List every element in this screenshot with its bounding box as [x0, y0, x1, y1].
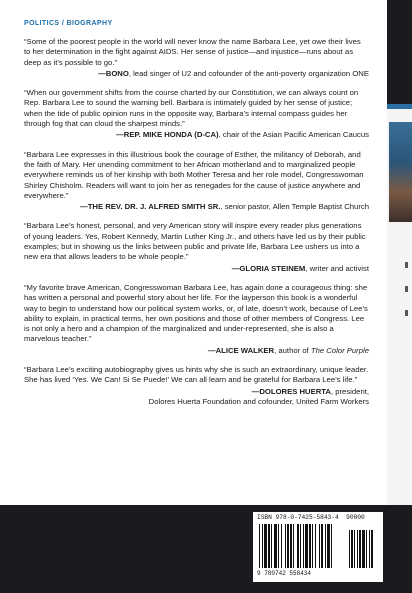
dash: —	[98, 68, 106, 78]
barcode-bar	[285, 524, 286, 568]
quote-text: “Barbara Lee’s exciting autobiography gives us hints why she is such an extraordinary, unique leader. She has lived ‘Yes. We Can! Si Se Puede!’ We can all learn and be grateful for Barbara Lee’s life.”	[24, 365, 369, 385]
barcode-bar	[315, 524, 316, 568]
author-name: GLORIA STEINEM	[239, 263, 306, 273]
barcode-bar	[262, 524, 263, 568]
barcode-digits: 9 780742 558434	[257, 570, 312, 577]
author-role-continued: Dolores Huerta Foundation and cofounder, United Farm Workers	[148, 396, 369, 406]
author-role: , lead singer of U2 and cofounder of the anti-poverty organization ONE	[128, 68, 369, 78]
quote-text: “When our government shifts from the course charted by our Constitution, we can always count on Rep. Barbara Lee to sound the warning bell. Barbara is intimately guided by her sense of justice; when the tide of public opinion runs in the opposite way, Barbara’s internal compass guides her through fog that can cloud the sharpest minds.”	[24, 88, 359, 129]
quote-attribution	[24, 346, 369, 356]
quote-smith	[24, 150, 369, 213]
barcode-bar	[290, 524, 292, 568]
barcode-addon-bar	[371, 530, 373, 568]
quote-walker	[24, 283, 369, 356]
barcode-bar	[268, 524, 270, 568]
barcode-bar	[331, 524, 332, 568]
spine-mark	[405, 262, 408, 268]
spine-photo	[389, 122, 412, 222]
author-name: THE REV. DR. J. ALFRED SMITH SR.	[87, 202, 221, 212]
barcode-addon-bar	[362, 530, 365, 568]
book-title: The Color Purple	[310, 345, 369, 355]
quote-huerta	[24, 365, 369, 407]
isbn-number: ISBN 978-0-7425-5843-4	[257, 514, 339, 521]
spine-accent-bar	[387, 104, 412, 109]
barcode-addon-bar	[359, 530, 361, 568]
spine-strip	[387, 0, 412, 593]
barcode-addon-bar	[349, 530, 350, 568]
author-name: REP. MIKE HONDA (D-CA)	[123, 130, 219, 140]
spine-dark-top	[387, 0, 412, 106]
quote-attribution	[24, 264, 369, 274]
quote-text: “My favorite brave American, Congresswoman Barbara Lee, has again done a courageous thing: she has written a personal and powerful story about her life. For the layperson this book is a wonderful way to begin to understand how our political system works, or, of late, doesn’t work, because of Lee’s ability to explain, in practical terms, her own positions and those of other members of Congress. Lee is not only a hero and a champion of the marginalized and under-represented, she is also a marvelous teacher.”	[24, 282, 368, 344]
barcode-addon-bar	[357, 530, 358, 568]
barcode-bar	[321, 524, 323, 568]
barcode-bar	[300, 524, 301, 568]
isbn-label	[257, 514, 365, 521]
author-role: , author of	[274, 345, 311, 355]
quote-attribution	[24, 130, 369, 140]
author-role: , chair of the Asian Pacific American Caucus	[218, 130, 369, 140]
author-role: , senior pastor, Allen Temple Baptist Church	[220, 202, 369, 212]
spine-mark	[405, 286, 408, 292]
barcode-bar	[271, 524, 272, 568]
spine-dark-bottom	[387, 505, 412, 593]
barcode-addon-bar	[366, 530, 367, 568]
barcode-bar	[264, 524, 267, 568]
barcode-addon-bar	[351, 530, 353, 568]
barcode-bar	[312, 524, 313, 568]
endorsements	[24, 37, 369, 416]
barcode-bar	[287, 524, 289, 568]
dash: —	[251, 386, 260, 396]
author-name: ALICE WALKER	[215, 345, 275, 355]
barcode-bar	[319, 524, 320, 568]
dash: —	[80, 202, 88, 212]
barcode-bar	[305, 524, 308, 568]
barcode-box	[253, 512, 383, 582]
dash: —	[207, 345, 216, 355]
quote-text: “Barbara Lee’s honest, personal, and very American story will inspire every reader plus generations of young leaders. Yes, Robert Kennedy, Martin Luther King Jr., and others have led us by their public examples; but in showing us the links between public and private life, Barbara Lee ushers us into a new era that allows leaders to be whole people.”	[24, 221, 366, 262]
barcode-addon-bar	[354, 530, 355, 568]
quote-bono	[24, 37, 369, 79]
barcode-bar	[281, 524, 282, 568]
quote-text: “Barbara Lee expresses in this illustrious book the courage of Esther, the militancy of Deborah, and the faith of Mary. Her unending commitment to her African motherland and to marginalized people everywhere reminds us of her kinship with both Mother Teresa and her role model, Congresswoman Shirley Chisholm. Readers will want to join her as renegades for the cause of justice anywhere and everywhere.”	[24, 149, 364, 200]
barcode-bar	[259, 524, 260, 568]
quote-attribution	[24, 69, 369, 79]
author-name: BONO	[105, 68, 129, 78]
barcode-bar	[327, 524, 330, 568]
quote-steinem	[24, 221, 369, 273]
barcode-bar	[278, 524, 279, 568]
barcode-bar	[297, 524, 299, 568]
author-role: , writer and activist	[305, 263, 369, 273]
barcode-bars	[259, 524, 377, 568]
quote-text: “Some of the poorest people in the world will never know the name Barbara Lee, yet owe their lives to her determination in the fight against AIDS. Her sense of justice—and injustice—runs about as deep as it’s possible to go.”	[24, 37, 361, 67]
quote-attribution	[24, 387, 369, 408]
barcode-addon-bar	[369, 530, 370, 568]
dash: —	[116, 130, 124, 140]
barcode-bar	[303, 524, 304, 568]
barcode-bar	[274, 524, 277, 568]
barcode-bar	[309, 524, 311, 568]
quote-honda	[24, 88, 369, 140]
category-label: POLITICS / BIOGRAPHY	[24, 20, 113, 27]
author-name: DOLORES HUERTA	[259, 386, 331, 396]
spine-mark	[405, 310, 408, 316]
barcode-bar	[325, 524, 326, 568]
dash: —	[231, 263, 240, 273]
quote-attribution	[24, 202, 369, 212]
isbn-addon: 90000	[346, 514, 365, 521]
author-role: , president,	[330, 386, 369, 396]
barcode-bar	[293, 524, 294, 568]
